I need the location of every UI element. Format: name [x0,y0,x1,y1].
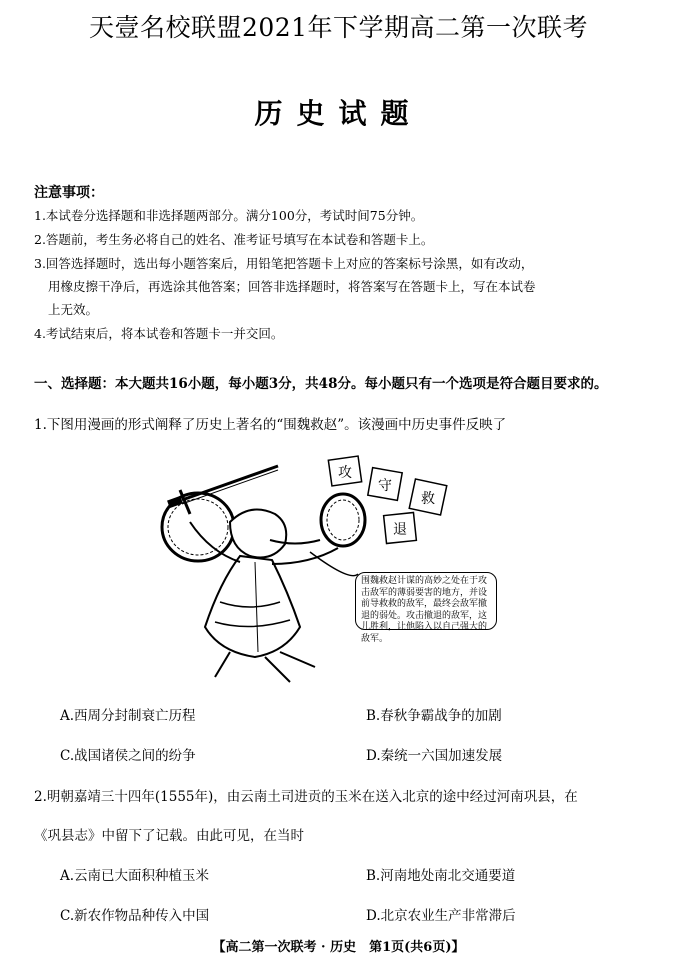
svg-text:攻: 攻 [338,465,352,481]
hat-brim-right [321,494,365,546]
notice-item-4: 4.考试结束后，将本试卷和答题卡一并交回。 [34,326,284,341]
tag-card-rescue [409,479,447,515]
notice-item-3: 3.回答选择题时，选出每小题答案后，用铅笔把答题卡上对应的答案标号涂黑，如有改动， [34,256,534,271]
sword-icon [167,466,278,514]
question-2-option-b: B.河南地处南北交通要道 [366,868,516,884]
figure-head [230,510,286,558]
question-2-option-d: D.北京农业生产非常滞后 [366,908,516,924]
page-footer: 【高二第一次联考 · 历史 第1页(共6页)】 [212,940,465,955]
tag-card-defend [368,468,402,501]
exam-subject-title: 历史试题 [254,97,423,130]
question-2-stem-line-2: 《巩县志》中留下了记载。由此可见，在当时 [34,828,304,844]
question-2-option-c: C.新农作物品种传入中国 [60,908,210,924]
question-1-option-c: C.战国诸侯之间的纷争 [60,748,196,764]
svg-text:救: 救 [421,491,435,507]
question-1-option-b: B.春秋争霸战争的加剧 [366,708,502,724]
tag-card-attack [328,456,361,486]
notice-heading: 注意事项： [34,185,104,201]
notice-item-2: 2.答题前，考生务必将自己的姓名、准考证号填写在本试卷和答题卡上。 [34,232,434,247]
notice-item-1: 1.本试卷分选择题和非选择题两部分。满分100分，考试时间75分钟。 [34,208,424,223]
exam-title: 天壹名校联盟2021年下学期高二第一次联考 [88,13,589,42]
svg-text:守: 守 [378,478,392,494]
notice-item-3-end: 上无效。 [48,302,99,317]
section-heading: 一、选择题：本大题共16小题，每小题3分，共48分。每小题只有一个选项是符合题目要求的。 [34,376,608,392]
tag-card-retreat [384,513,417,544]
question-2-stem-line-1: 2.明朝嘉靖三十四年(1555年)，由云南土司进贡的玉米在送入北京的途中经过河南巩县，在 [34,789,578,805]
cartoon-caption-box: 围魏救赵计谋的高妙之处在于攻击敌军的薄弱要害的地方，并设前导救救的敌军，最终会敌军撤退的弱处。攻击撤退的敌军，这儿胜利，让他陷入以自己强大的敌军。 [355,572,497,630]
question-2-option-a: A.云南已大面积种植玉米 [60,868,210,884]
notice-item-3-cont: 用橡皮擦干净后，再选涂其他答案；回答非选择题时，将答案写在答题卡上，写在本试卷 [48,279,536,294]
hat-brim-left [162,493,234,561]
question-1-stem: 1.下图用漫画的形式阐释了历史上著名的“围魏救赵”。该漫画中历史事件反映了 [34,417,507,433]
question-1-option-d: D.秦统一六国加速发展 [366,748,503,764]
question-1-option-a: A.西周分封制衰亡历程 [60,708,196,724]
svg-text:退: 退 [393,522,407,538]
